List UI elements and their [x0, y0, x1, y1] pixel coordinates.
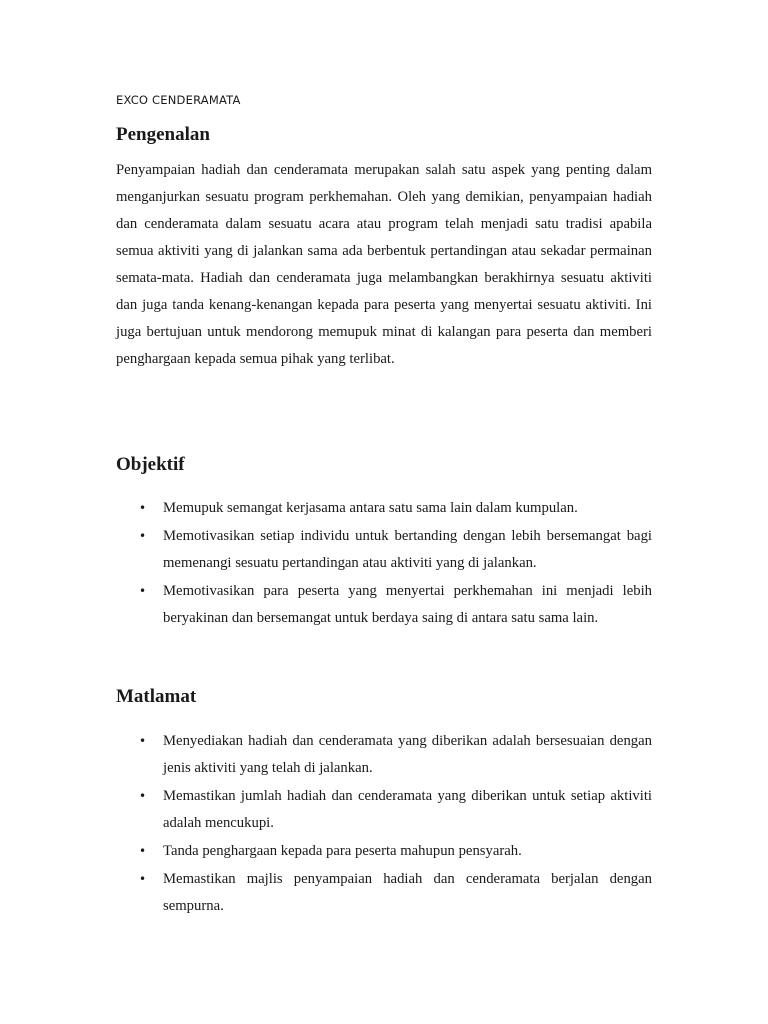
list-item-text: Memastikan jumlah hadiah dan cenderamata yang diberikan untuk setiap aktiviti adalah mencukupi. — [163, 788, 652, 831]
list-item — [116, 728, 652, 782]
document-label: EXCO CENDERAMATA — [116, 93, 241, 107]
list-item — [116, 523, 652, 577]
list-item — [116, 578, 652, 632]
list-item-text: Menyediakan hadiah dan cenderamata yang diberikan adalah bersesuaian dengan jenis aktiviti yang telah di jalankan. — [163, 733, 652, 776]
bullet-icon: • — [139, 872, 147, 886]
bullet-icon: • — [139, 501, 147, 515]
matlamat-list — [116, 728, 652, 921]
list-item-text: Memotivasikan setiap individu untuk bertanding dengan lebih bersemangat bagi memenangi sesuatu pertandingan atau aktiviti yang di jalankan. — [163, 528, 652, 571]
heading-objektif: Objektif — [116, 454, 185, 475]
bullet-icon: • — [139, 734, 147, 748]
objektif-list — [116, 495, 652, 633]
list-item — [116, 495, 652, 522]
list-item-text: Memotivasikan para peserta yang menyertai perkhemahan ini menjadi lebih beryakinan dan bersemangat untuk berdaya saing di antara satu sama lain. — [163, 583, 652, 626]
heading-pengenalan: Pengenalan — [116, 124, 210, 145]
heading-matlamat: Matlamat — [116, 686, 197, 707]
bullet-icon: • — [139, 529, 147, 543]
list-item — [116, 783, 652, 837]
list-item-text: Tanda penghargaan kepada para peserta mahupun pensyarah. — [163, 843, 522, 859]
list-item-text: Memupuk semangat kerjasama antara satu sama lain dalam kumpulan. — [163, 500, 578, 516]
bullet-icon: • — [139, 584, 147, 598]
bullet-icon: • — [139, 844, 147, 858]
intro-paragraph: Penyampaian hadiah dan cenderamata merupakan salah satu aspek yang penting dalam menganjurkan sesuatu program perkhemahan. Oleh yang demikian, penyampaian hadiah dan cenderamata dalam sesuatu acara atau program telah menjadi satu tradisi apabila semua aktiviti yang di jalankan sama ada berbentuk pertandingan atau sekadar permainan semata-mata. Hadiah dan cenderamata juga melambangkan berakhirnya sesuatu aktiviti dan juga tanda kenang-kenangan kepada para peserta yang menyertai sesuatu aktiviti. Ini juga bertujuan untuk mendorong memupuk minat di kalangan para peserta dan memberi penghargaan kepada semua pihak yang terlibat. — [116, 162, 652, 367]
list-item — [116, 866, 652, 920]
list-item-text: Memastikan majlis penyampaian hadiah dan cenderamata berjalan dengan sempurna. — [163, 871, 652, 914]
list-item — [116, 838, 652, 865]
bullet-icon: • — [139, 789, 147, 803]
